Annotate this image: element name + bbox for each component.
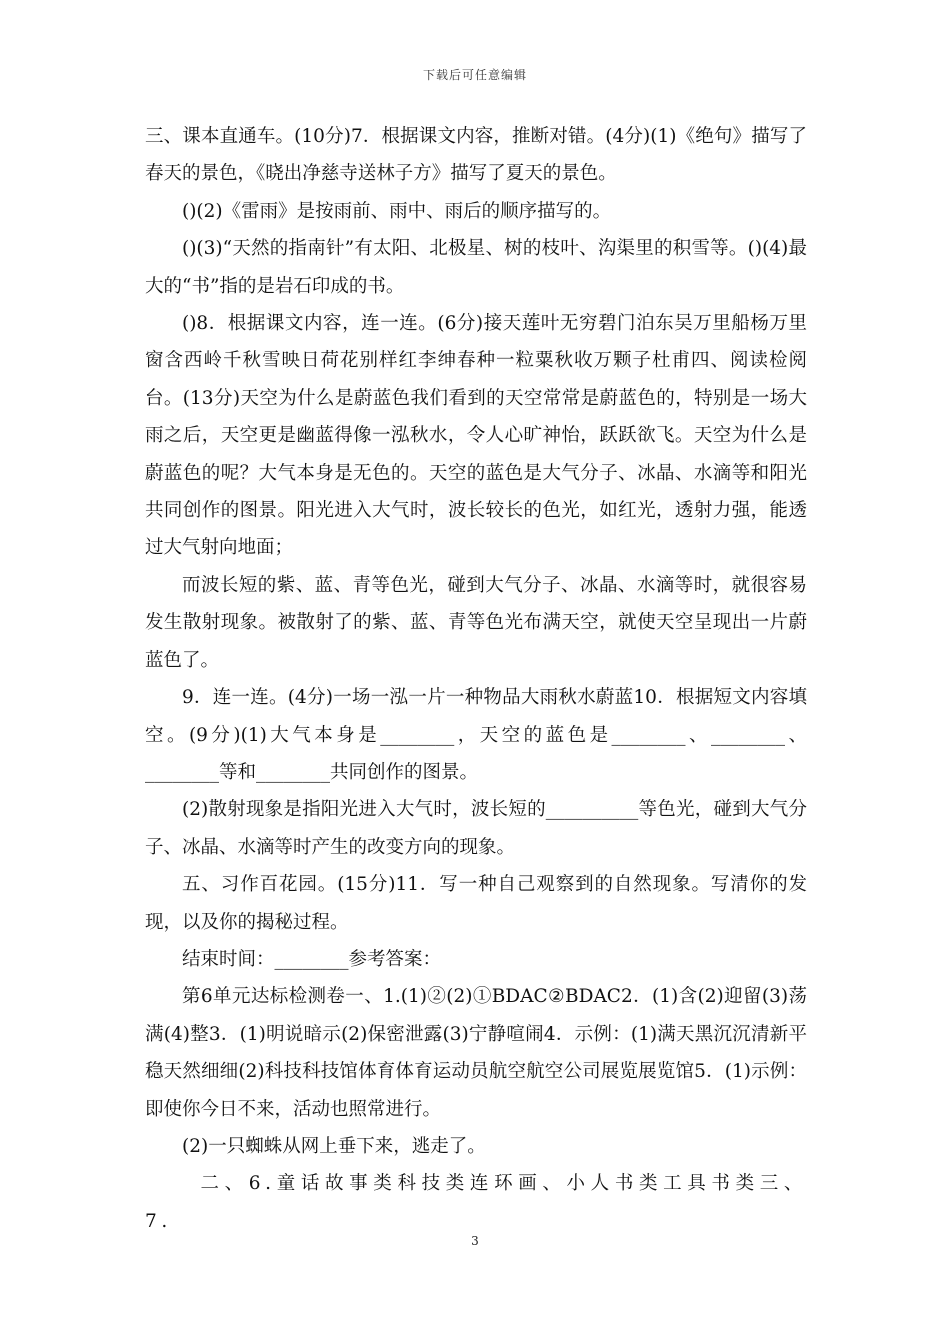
paragraph-question-10-2: (2)散射现象是指阳光进入大气时，波长短的__________等色光，碰到大气分子、冰晶、水滴等时产生的改变方向的现象。 — [145, 799, 807, 858]
page-header: 下载后可任意编辑 — [422, 68, 527, 82]
page-number: 3 — [471, 1234, 479, 1248]
paragraph-answer-5-2: (2)一只蜘蛛从网上垂下来，逃走了。 — [182, 1135, 486, 1157]
paragraph-end-time: 结束时间：________参考答案： — [182, 948, 442, 970]
paragraph-question-7-2: ()(2)《雷雨》是按雨前、雨中、雨后的顺序描写的。 — [182, 200, 612, 222]
paragraph-section-five: 五、习作百花园。(15分)11．写一种自己观察到的自然现象。写清你的发现，以及你的揭秘过程。 — [145, 874, 807, 933]
body-text — [145, 118, 807, 1240]
paragraph-questions-9-10: 9．连一连。(4分)一场一泓一片一种物品大雨秋水蔚蓝10．根据短文内容填空。(9分)(1)大气本身是________，天空的蓝色是________、________、________等和________共同创作的图景。 — [145, 687, 807, 783]
paragraph-section-three: 三、课本直通车。(10分)7．根据课文内容，推断对错。(4分)(1)《绝句》描写了春天的景色，《晓出净慈寺送林子方》描写了夏天的景色。 — [145, 126, 807, 185]
paragraph-reading-passage: ()8．根据课文内容，连一连。(6分)接天莲叶无穷碧门泊东吴万里船杨万里窗含西岭千秋雪映日荷花别样红李绅春种一粒粟秋收万颗子杜甫四、阅读检阅台。(13分)天空为什么是蔚蓝色我们看到的天空常常是蔚蓝色的，特别是一场大雨之后，天空更是幽蓝得像一泓秋水，令人心旷神怡，跃跃欲飞。天空为什么是蔚蓝色的呢？大气本身是无色的。天空的蓝色是大气分子、冰晶、水滴等和阳光共同创作的图景。阳光进入大气时，波长较长的色光，如红光，透射力强，能透过大气射向地面； — [145, 313, 807, 559]
paragraph-answer-section-two: 二、6.童话故事类科技类连环画、小人书类工具书类三、7. — [145, 1173, 807, 1232]
paragraph-passage-continued: 而波长短的紫、蓝、青等色光，碰到大气分子、冰晶、水滴等时，就很容易发生散射现象。被散射了的紫、蓝、青等色光布满天空，就使天空呈现出一片蔚蓝色了。 — [145, 574, 807, 671]
paragraph-answer-key: 第6单元达标检测卷一、1.(1)②(2)①BDAC②BDAC2．(1)含(2)迎留(3)荡满(4)整3．(1)明说暗示(2)保密泄露(3)宁静喧闹4．示例：(1)满天黑沉沉清新平稳天然细细(2)科技科技馆体育体育运动员航空航空公司展览展览馆5．(1)示例：即使你今日不来，活动也照常进行。 — [145, 986, 807, 1120]
paragraph-question-7-3: ()(3)“天然的指南针”有太阳、北极星、树的枝叶、沟渠里的积雪等。()(4)最大的“书”指的是岩石印成的书。 — [145, 238, 807, 297]
